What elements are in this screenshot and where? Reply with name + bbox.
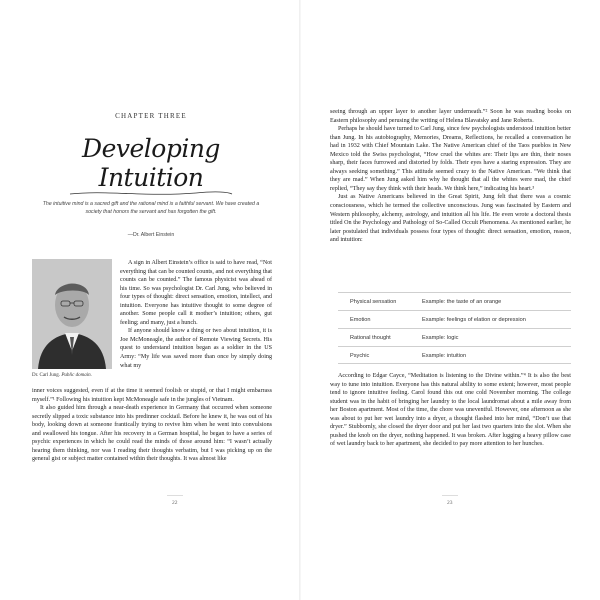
table-row xyxy=(338,310,571,328)
chapter-title: Developing Intuition xyxy=(82,134,220,192)
page-number-rule xyxy=(442,495,458,496)
table-cell-type: Rational thought xyxy=(350,335,391,341)
paragraph: A sign in Albert Einstein’s office is said to have read, “Not everything that can be counted counts, and not everything that counts can be counted.” The famous physicist was ahead of his time. So was psychologist Dr. Carl Jung, who believed in four types of thought: direct sensation, emotion, intellect, and intuition. Everyone has intuitive thought to some degree of another. Some people call it mother’s intuition; others, gut feeling; and many, just a hunch. xyxy=(120,260,272,326)
paragraph: According to Edgar Cayce, “Meditation is listening to the Divine within.”⁴ It is also the best way to tune into intuition. Everyone has this natural ability to some extent; however, most people tend to ignore intuitive feeling. Carol found this out one cold November morning. The college student was in the habit of bringing her laundry to the local laundromat about a mile away from her Boston apartment. Most of the time, the chore was uneventful. However, one afternoon as she was about to put her wet laundry into a dryer, a thought flashed into her mind, “Don’t use that dryer.” Stubbornly, she closed the dryer door and put her last two quarters into the slot. When she pushed the knob on the dryer, nothing happened. It was broken. After lugging a heavy pillow case of wet laundry back to her apartment, she decided to pay more attention to her hunches. xyxy=(330,373,571,448)
left-page-column-text xyxy=(120,259,272,370)
paragraph: Perhaps he should have turned to Carl Jung, since few psychologists understood intuition better than Jung. In his autobiography, Memories, Dreams, Reflections, he recalled a conversation he had in 1932 with Chief Mountain Lake. The Native American chief of the Taos pueblos in New Mexico told the Swiss psychologist, “How cruel the whites are: Their lips are thin, their noses sharp, their faces furrowed and distorted by folds. Their eyes have a staring expression. They are always seeking something.” This attitude seemed crazy to the Native American. “We think that they are mad.” When Jung asked him why he thought that all the whites were mad, the chief replied, “They say they think with their heads. We think here,” indicating his heart.³ xyxy=(330,126,571,192)
epigraph-quote: The intuitive mind is a sacred gift and the rational mind is a faithful servant. We have created a society that honors the servant and has forgotten the gift. xyxy=(42,201,260,216)
table-cell-example: Example: intuition xyxy=(422,353,467,359)
table-cell-example: Example: feelings of elation or depression xyxy=(422,317,526,323)
thought-types-table xyxy=(338,292,571,364)
paragraph: If anyone should know a thing or two about intuition, it is Joe McMoneagle, the author of Remote Viewing Secrets. His quest to understand intuition began as a soldier in the US Army: “My life was saved more than once by simply doing what my xyxy=(120,328,272,369)
epigraph-attribution: —Dr. Albert Einstein xyxy=(127,232,175,238)
left-page-body-text xyxy=(32,387,272,464)
paragraph: Just as Native Americans believed in the Great Spirit, Jung felt that there was a cosmic consciousness, which he termed the collective unconscious. Jung was fascinated by Eastern and Western philosophy, alchemy, astrology, and intuition all his life. He even wrote a doctoral thesis titled On the Psychology and Pathology of So-Called Occult Phenomena. As mentioned earlier, he later postulated that individuals possess four types of thought: direct sensation, emotion, reason, and intuition: xyxy=(330,194,571,244)
table-cell-type: Psychic xyxy=(350,353,370,359)
carl-jung-portrait-photo xyxy=(32,259,112,369)
right-page-top-text xyxy=(330,108,571,245)
table-cell-type: Emotion xyxy=(350,317,371,323)
page-number-rule xyxy=(167,495,183,496)
table-cell-type: Physical sensation xyxy=(350,299,397,305)
left-page xyxy=(30,108,272,588)
table-row xyxy=(338,328,571,346)
page-number-right: 23 xyxy=(447,500,453,506)
table-row xyxy=(338,346,571,364)
photo-caption-name: Dr. Carl Jung. xyxy=(32,373,61,378)
chapter-title-block xyxy=(30,134,272,198)
paragraph: It also guided him through a near-death experience in Germany that occurred when someone secretly slipped a toxic substance into his predinner cocktail. Before he knew it, he was out of his body, looking down at someone frantically trying to revive him when he went into convulsions and swallowed his tongue. After his recovery in a German hospital, he began to have a series of psychic experiences in which he could read the minds of those around him: “I wasn’t actually hearing them thinking, nor was I reading their thoughts verbatim, but I was picking up on the general gist or subject matter contained within their thoughts. It was almost like xyxy=(32,405,272,463)
photo-caption xyxy=(32,373,112,378)
chapter-label: CHAPTER THREE xyxy=(115,112,187,120)
table-row xyxy=(338,292,571,310)
portrait-illustration xyxy=(32,259,112,369)
table-cell-example: Example: logic xyxy=(422,335,459,341)
book-gutter xyxy=(299,0,301,600)
photo-caption-credit: Public domain. xyxy=(61,373,92,378)
table-cell-example: Example: the taste of an orange xyxy=(422,299,502,305)
paragraph: inner voices suggested, even if at the time it seemed foolish or stupid, or that I might embarrass myself.”¹ Following his intuition kept McMoneagle safe in the jungles of Vietnam. xyxy=(32,388,272,403)
right-page-bottom-text xyxy=(330,372,571,449)
page-number-left: 22 xyxy=(172,500,178,506)
paragraph: seeing through an upper layer to another layer underneath.”² Soon he was reading books on Eastern philosophy and perusing the writing of Helena Blavatsky and Jane Roberts. xyxy=(330,109,571,124)
